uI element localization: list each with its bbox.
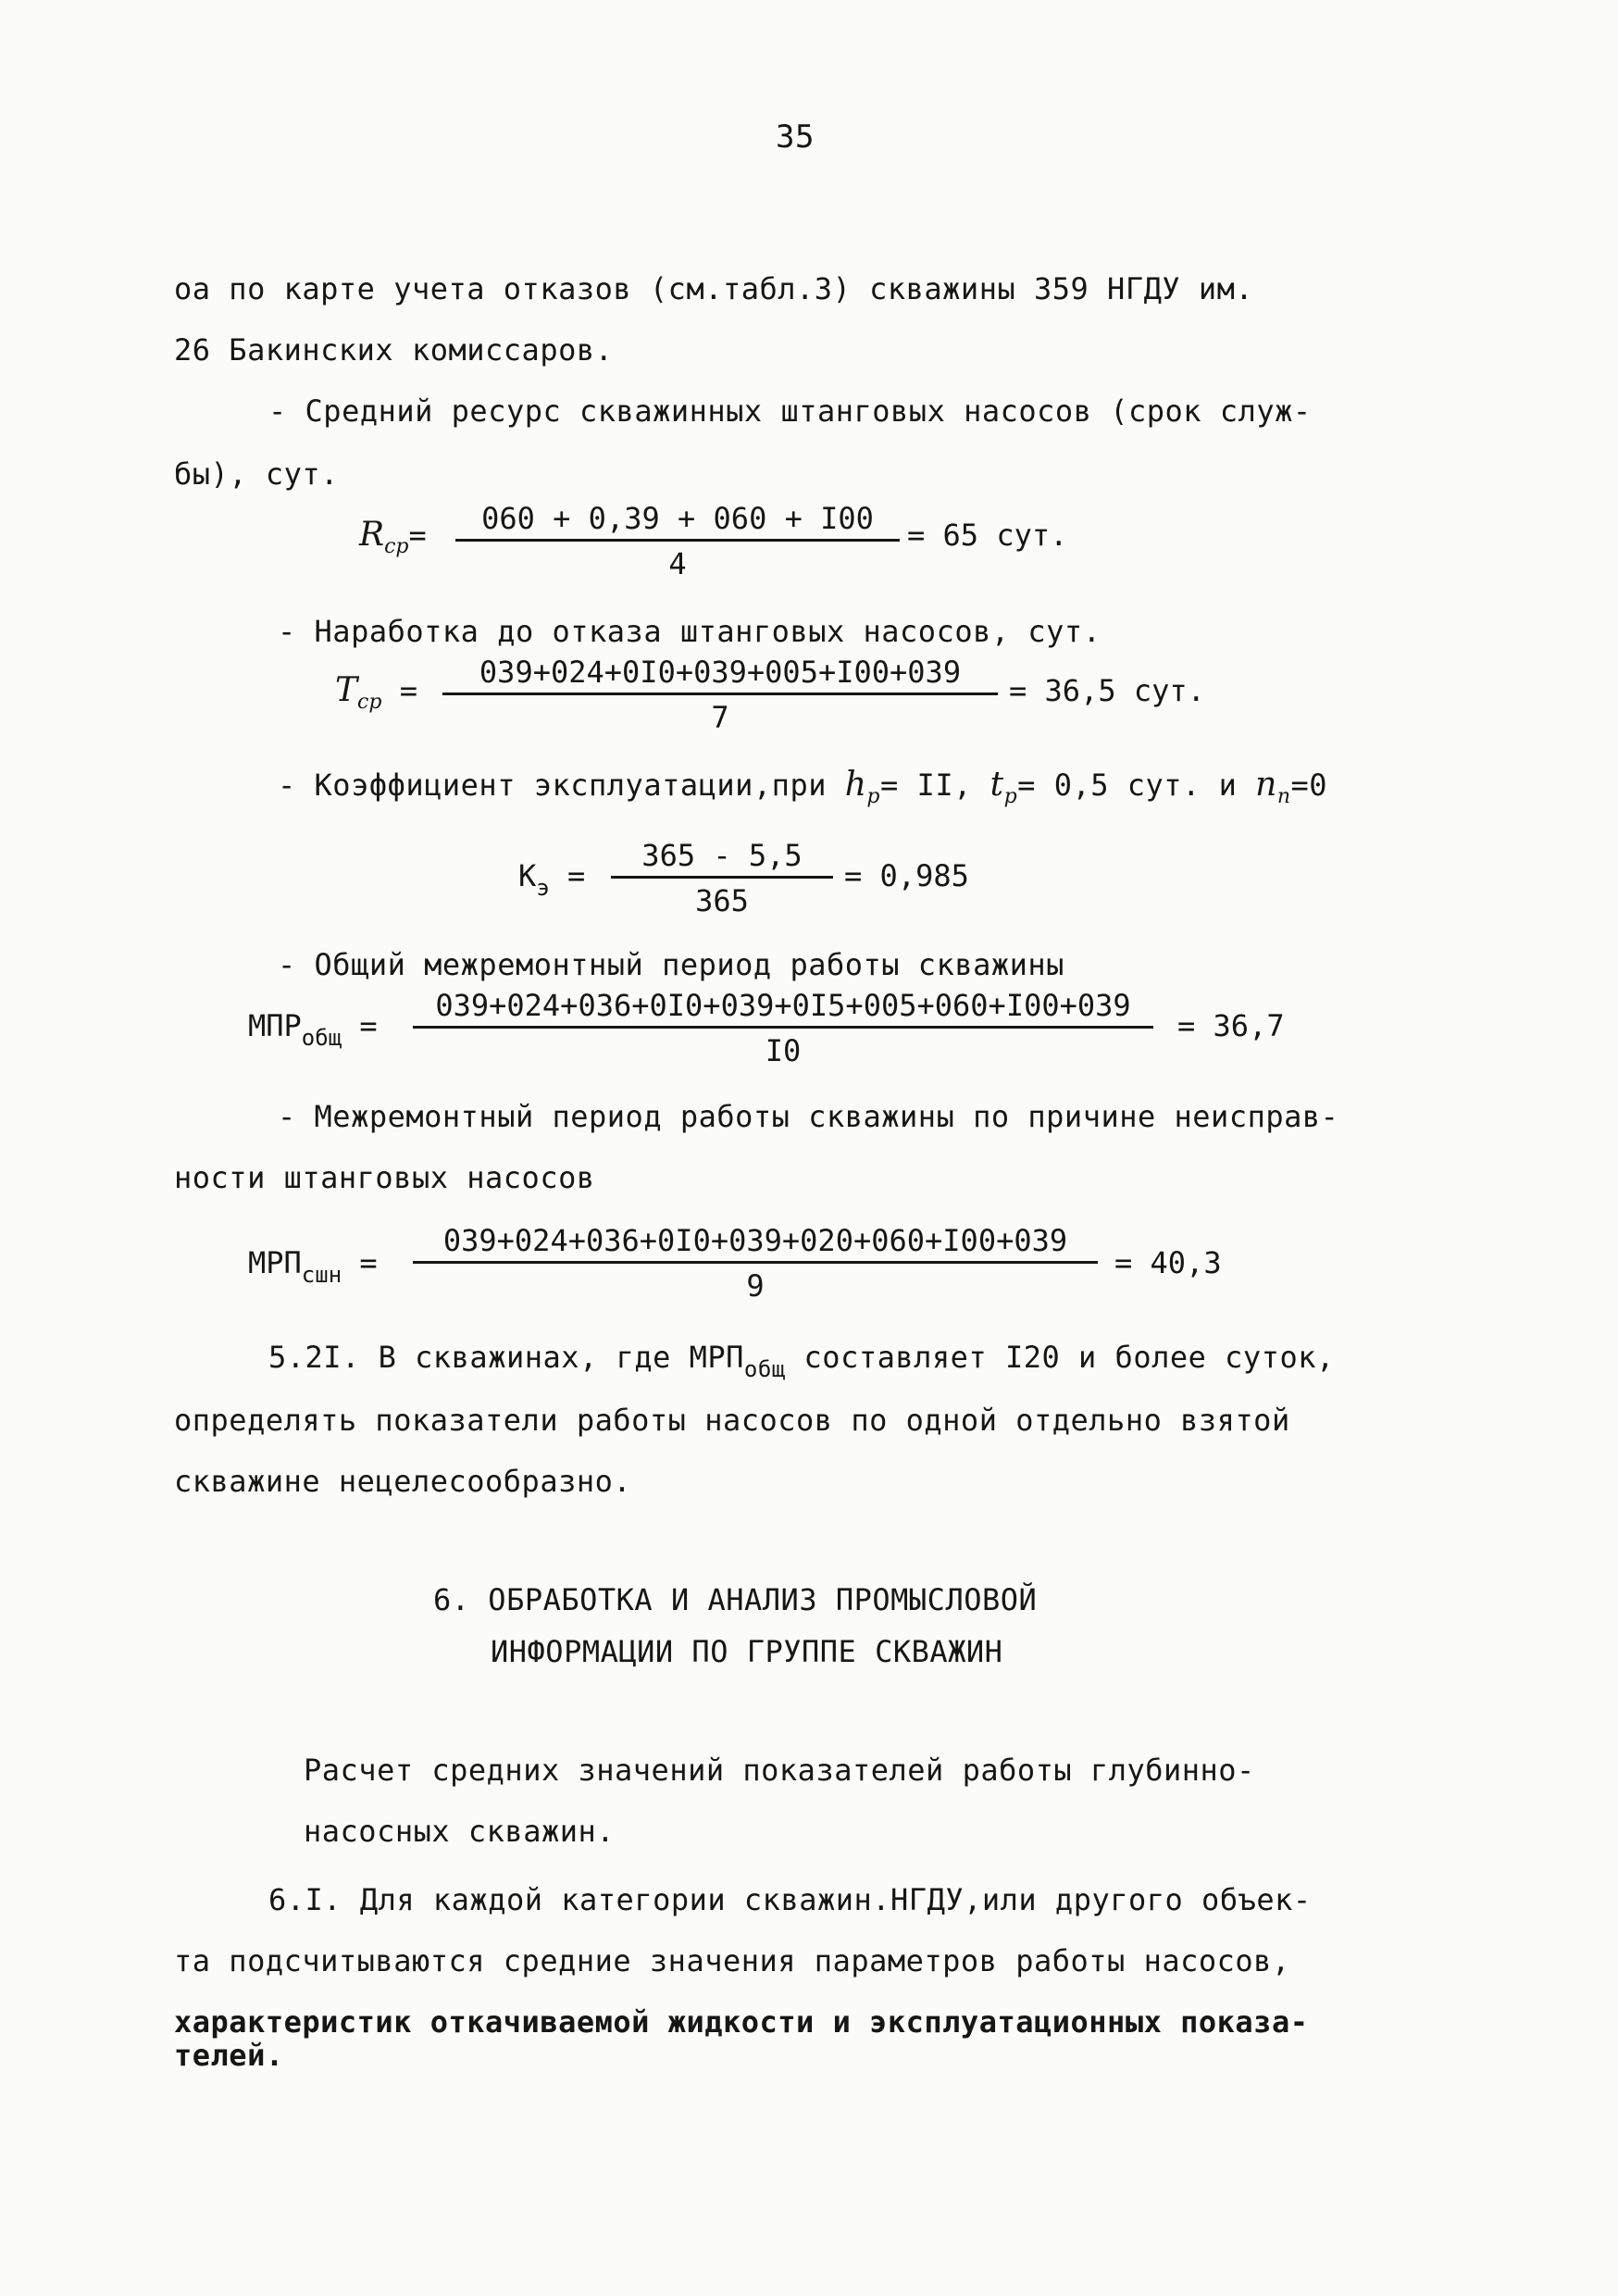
- intro-line-2: 26 Бакинских комиссаров.: [174, 332, 614, 368]
- h-value: = II,: [880, 767, 972, 803]
- p61-line-2: та подсчитываются средние значения параметров работы насосов,: [174, 1943, 1290, 1978]
- p521-line-3: скважине нецелесообразно.: [174, 1464, 632, 1499]
- formula-eq: =: [399, 673, 417, 708]
- formula-eq: =: [408, 518, 427, 553]
- overall-line-1: - Общий межремонтный период работы скважины: [278, 947, 1064, 982]
- pump-line-2: ности штанговых насосов: [174, 1160, 595, 1195]
- formula-numerator: 060 + 0,39 + 060 + I00: [455, 500, 900, 542]
- formula-symbol-k: К: [518, 858, 537, 893]
- formula-numerator: 039+024+036+0I0+039+020+060+I00+039: [413, 1222, 1098, 1264]
- formula-numerator: 365 - 5,5: [611, 837, 833, 879]
- coef-formula: [500, 837, 1148, 930]
- p521-line-2: определять показатели работы насосов по одной отдельно взятой: [174, 1403, 1290, 1438]
- mtbf-formula: [324, 654, 1250, 746]
- coef-text: - Коэффициент эксплуатации,при: [278, 767, 827, 803]
- p61-line-1: 6.I. Для каждой категории скважин.НГДУ,или другого объек-: [268, 1882, 1312, 1917]
- p521-line-1: [268, 1339, 1335, 1388]
- n-value: =0: [1290, 767, 1328, 803]
- formula-sub: ср: [357, 691, 382, 714]
- formula-eq: =: [359, 1245, 378, 1280]
- p521-sub: общ: [743, 1356, 786, 1382]
- h-symbol: h: [844, 766, 867, 804]
- n-symbol: n: [1255, 766, 1277, 804]
- section-6-title-line-1: 6. ОБРАБОТКА И АНАЛИЗ ПРОМЫСЛОВОЙ: [433, 1582, 1038, 1617]
- formula-numerator: 039+024+036+0I0+039+0I5+005+060+I00+039: [413, 987, 1153, 1029]
- formula-denominator: 9: [746, 1268, 765, 1304]
- p61-line-4: телей.: [174, 2038, 284, 2073]
- formula-symbol-r: R: [359, 516, 385, 554]
- resource-line-2: бы), сут.: [174, 456, 339, 492]
- formula-symbol-t: T: [335, 671, 358, 709]
- coef-line: [278, 767, 1327, 816]
- formula-result: = 36,5 сут.: [1009, 673, 1205, 708]
- formula-result: = 0,985: [844, 858, 969, 893]
- formula-sub: э: [536, 875, 550, 901]
- resource-formula: [352, 500, 1092, 593]
- t-symbol: t: [989, 766, 1004, 804]
- formula-symbol-mpr: МПР: [248, 1008, 302, 1043]
- formula-sub: ср: [384, 535, 409, 558]
- pump-formula: [248, 1222, 1359, 1315]
- p61-line-3: характеристик откачиваемой жидкости и эксплуатационных показа-: [174, 2004, 1309, 2040]
- intro-line-1: оа по карте учета отказов (см.табл.3) скважины 359 НГДУ им.: [174, 271, 1254, 306]
- p521-text-a: 5.2I. В скважинах, где МРП: [268, 1340, 744, 1375]
- t-sub: p: [1003, 785, 1018, 808]
- page-number: 35: [776, 119, 815, 156]
- formula-result: = 65 сут.: [907, 518, 1068, 553]
- formula-numerator: 039+024+0I0+039+005+I00+039: [442, 654, 998, 695]
- calc-line-1: Расчет средних значений показателей работы глубинно-: [304, 1753, 1255, 1788]
- formula-symbol-mrp: МРП: [248, 1245, 302, 1280]
- formula-result: = 40,3: [1114, 1245, 1222, 1280]
- section-6-title-line-2: ИНФОРМАЦИИ ПО ГРУППЕ СКВАЖИН: [491, 1634, 1003, 1669]
- h-sub: p: [866, 785, 881, 808]
- mtbf-line-1: - Наработка до отказа штанговых насосов, сут.: [278, 614, 1101, 649]
- formula-denominator: I0: [765, 1033, 802, 1068]
- calc-line-2: насосных скважин.: [304, 1814, 616, 1849]
- formula-denominator: 4: [668, 546, 687, 581]
- formula-sub: сшн: [301, 1262, 342, 1288]
- formula-sub: общ: [301, 1025, 342, 1051]
- formula-denominator: 7: [711, 700, 729, 735]
- resource-line-1: - Средний ресурс скважинных штанговых насосов (срок служ-: [268, 393, 1312, 429]
- formula-denominator: 365: [695, 883, 749, 918]
- formula-eq: =: [566, 858, 586, 893]
- t-value: = 0,5 сут. и: [1017, 767, 1238, 803]
- pump-line-1: - Межремонтный период работы скважины по причине неисправ-: [278, 1099, 1339, 1134]
- n-sub: n: [1276, 785, 1291, 808]
- overall-formula: [248, 987, 1359, 1079]
- formula-eq: =: [359, 1008, 378, 1043]
- formula-result: = 36,7: [1177, 1008, 1285, 1043]
- p521-text-b: составляет I20 и более суток,: [803, 1340, 1335, 1375]
